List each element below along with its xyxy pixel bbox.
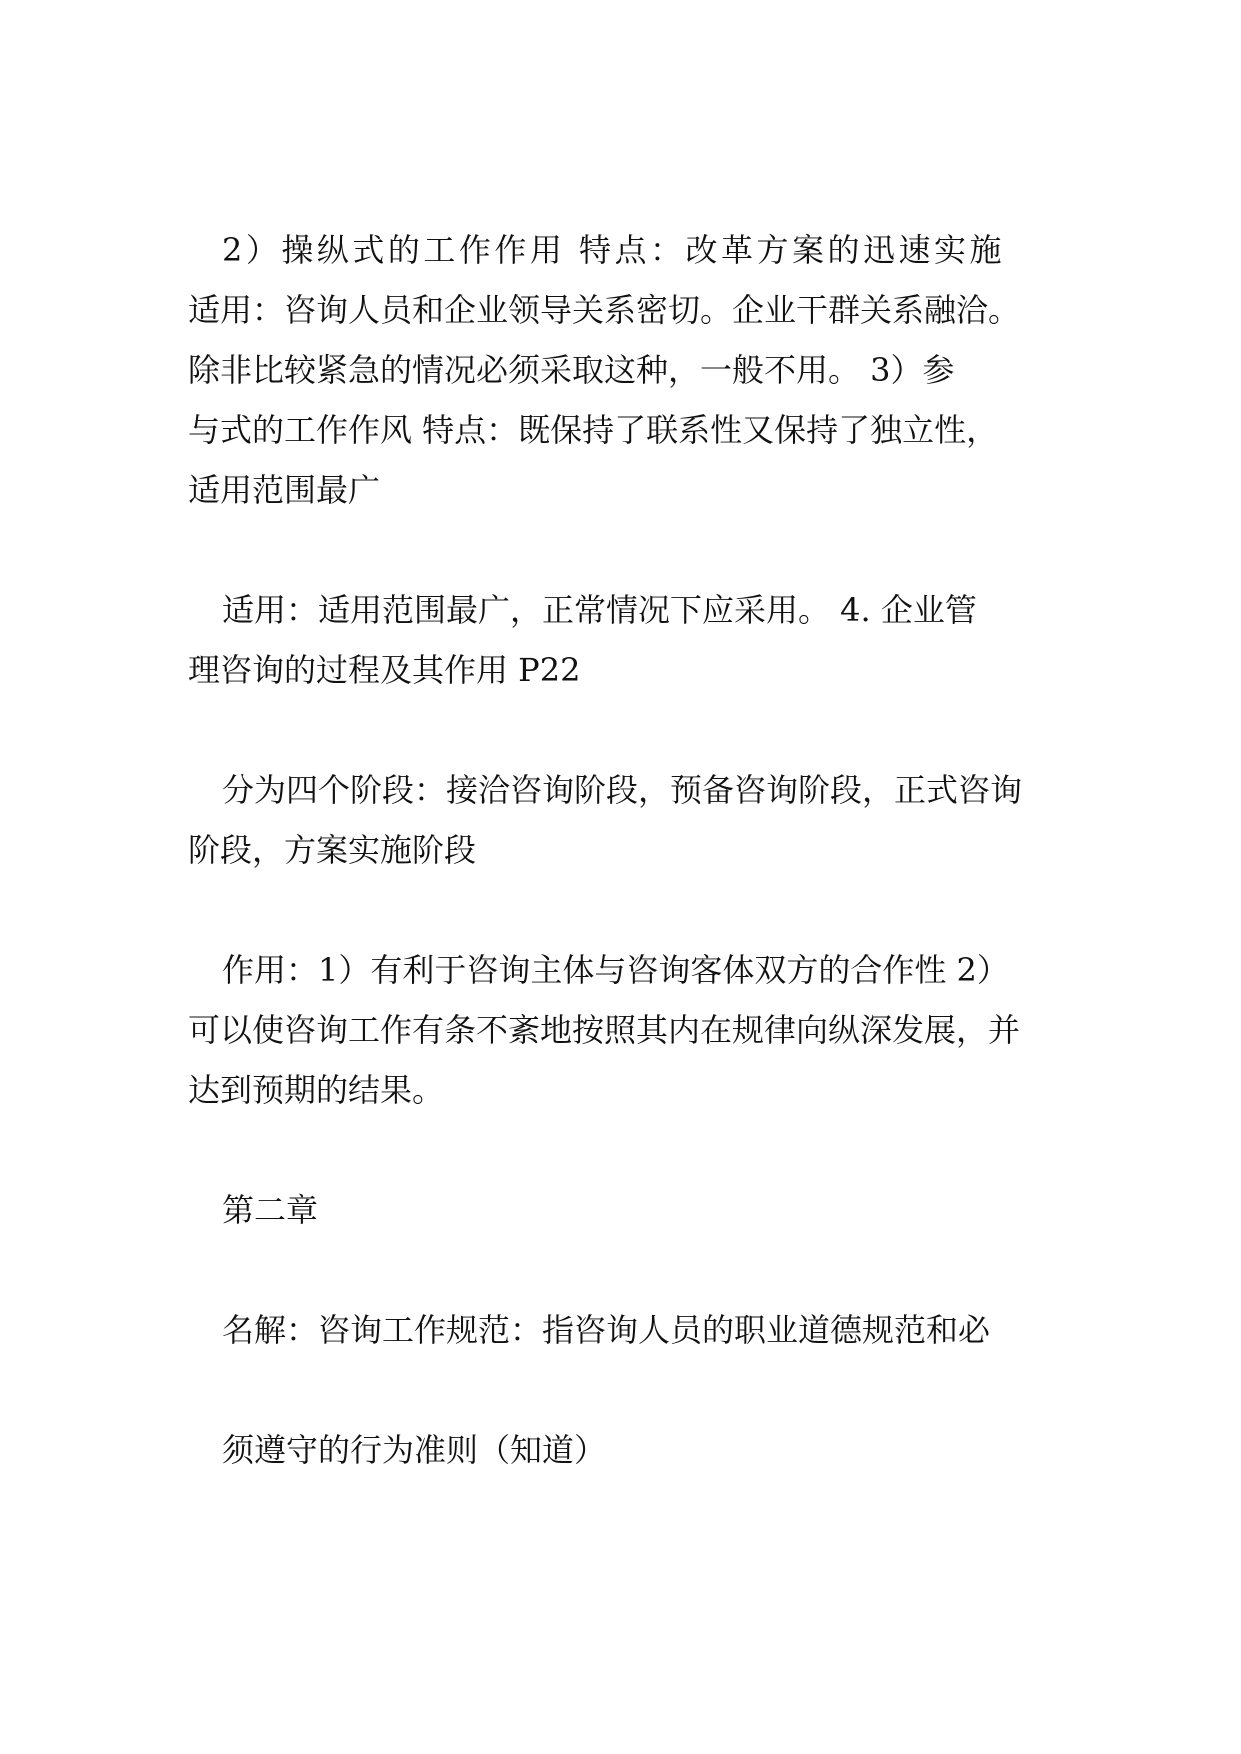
text-line: 分为四个阶段：接洽咨询阶段，预备咨询阶段，正式咨询	[222, 771, 1023, 809]
text-line: 可以使咨询工作有条不紊地按照其内在规律向纵深发展，并	[188, 1011, 1021, 1049]
chapter-title: 第二章	[222, 1191, 319, 1229]
text-line: 适用：适用范围最广，正常情况下应采用。 4. 企业管	[222, 591, 977, 629]
text-line: 须遵守的行为准则（知道）	[222, 1431, 607, 1469]
text-line: 阶段，方案实施阶段	[188, 831, 477, 869]
text-line: 适用：咨询人员和企业领导关系密切。企业干群关系融洽。	[188, 291, 1021, 329]
text-line: 2）操纵式的工作作用 特点：改革方案的迅速实施	[222, 231, 1006, 269]
text-line: 适用范围最广	[188, 471, 381, 509]
text-line: 达到预期的结果。	[188, 1071, 445, 1109]
text-line: 除非比较紧急的情况必须采取这种，一般不用。 3）参	[188, 351, 955, 389]
text-line: 名解：咨询工作规范：指咨询人员的职业道德规范和必	[222, 1311, 991, 1349]
text-line: 作用：1）有利于咨询主体与咨询客体双方的合作性 2）	[222, 951, 1009, 989]
text-line: 理咨询的过程及其作用 P22	[188, 651, 581, 689]
text-line: 与式的工作作风 特点：既保持了联系性又保持了独立性，	[188, 411, 999, 449]
